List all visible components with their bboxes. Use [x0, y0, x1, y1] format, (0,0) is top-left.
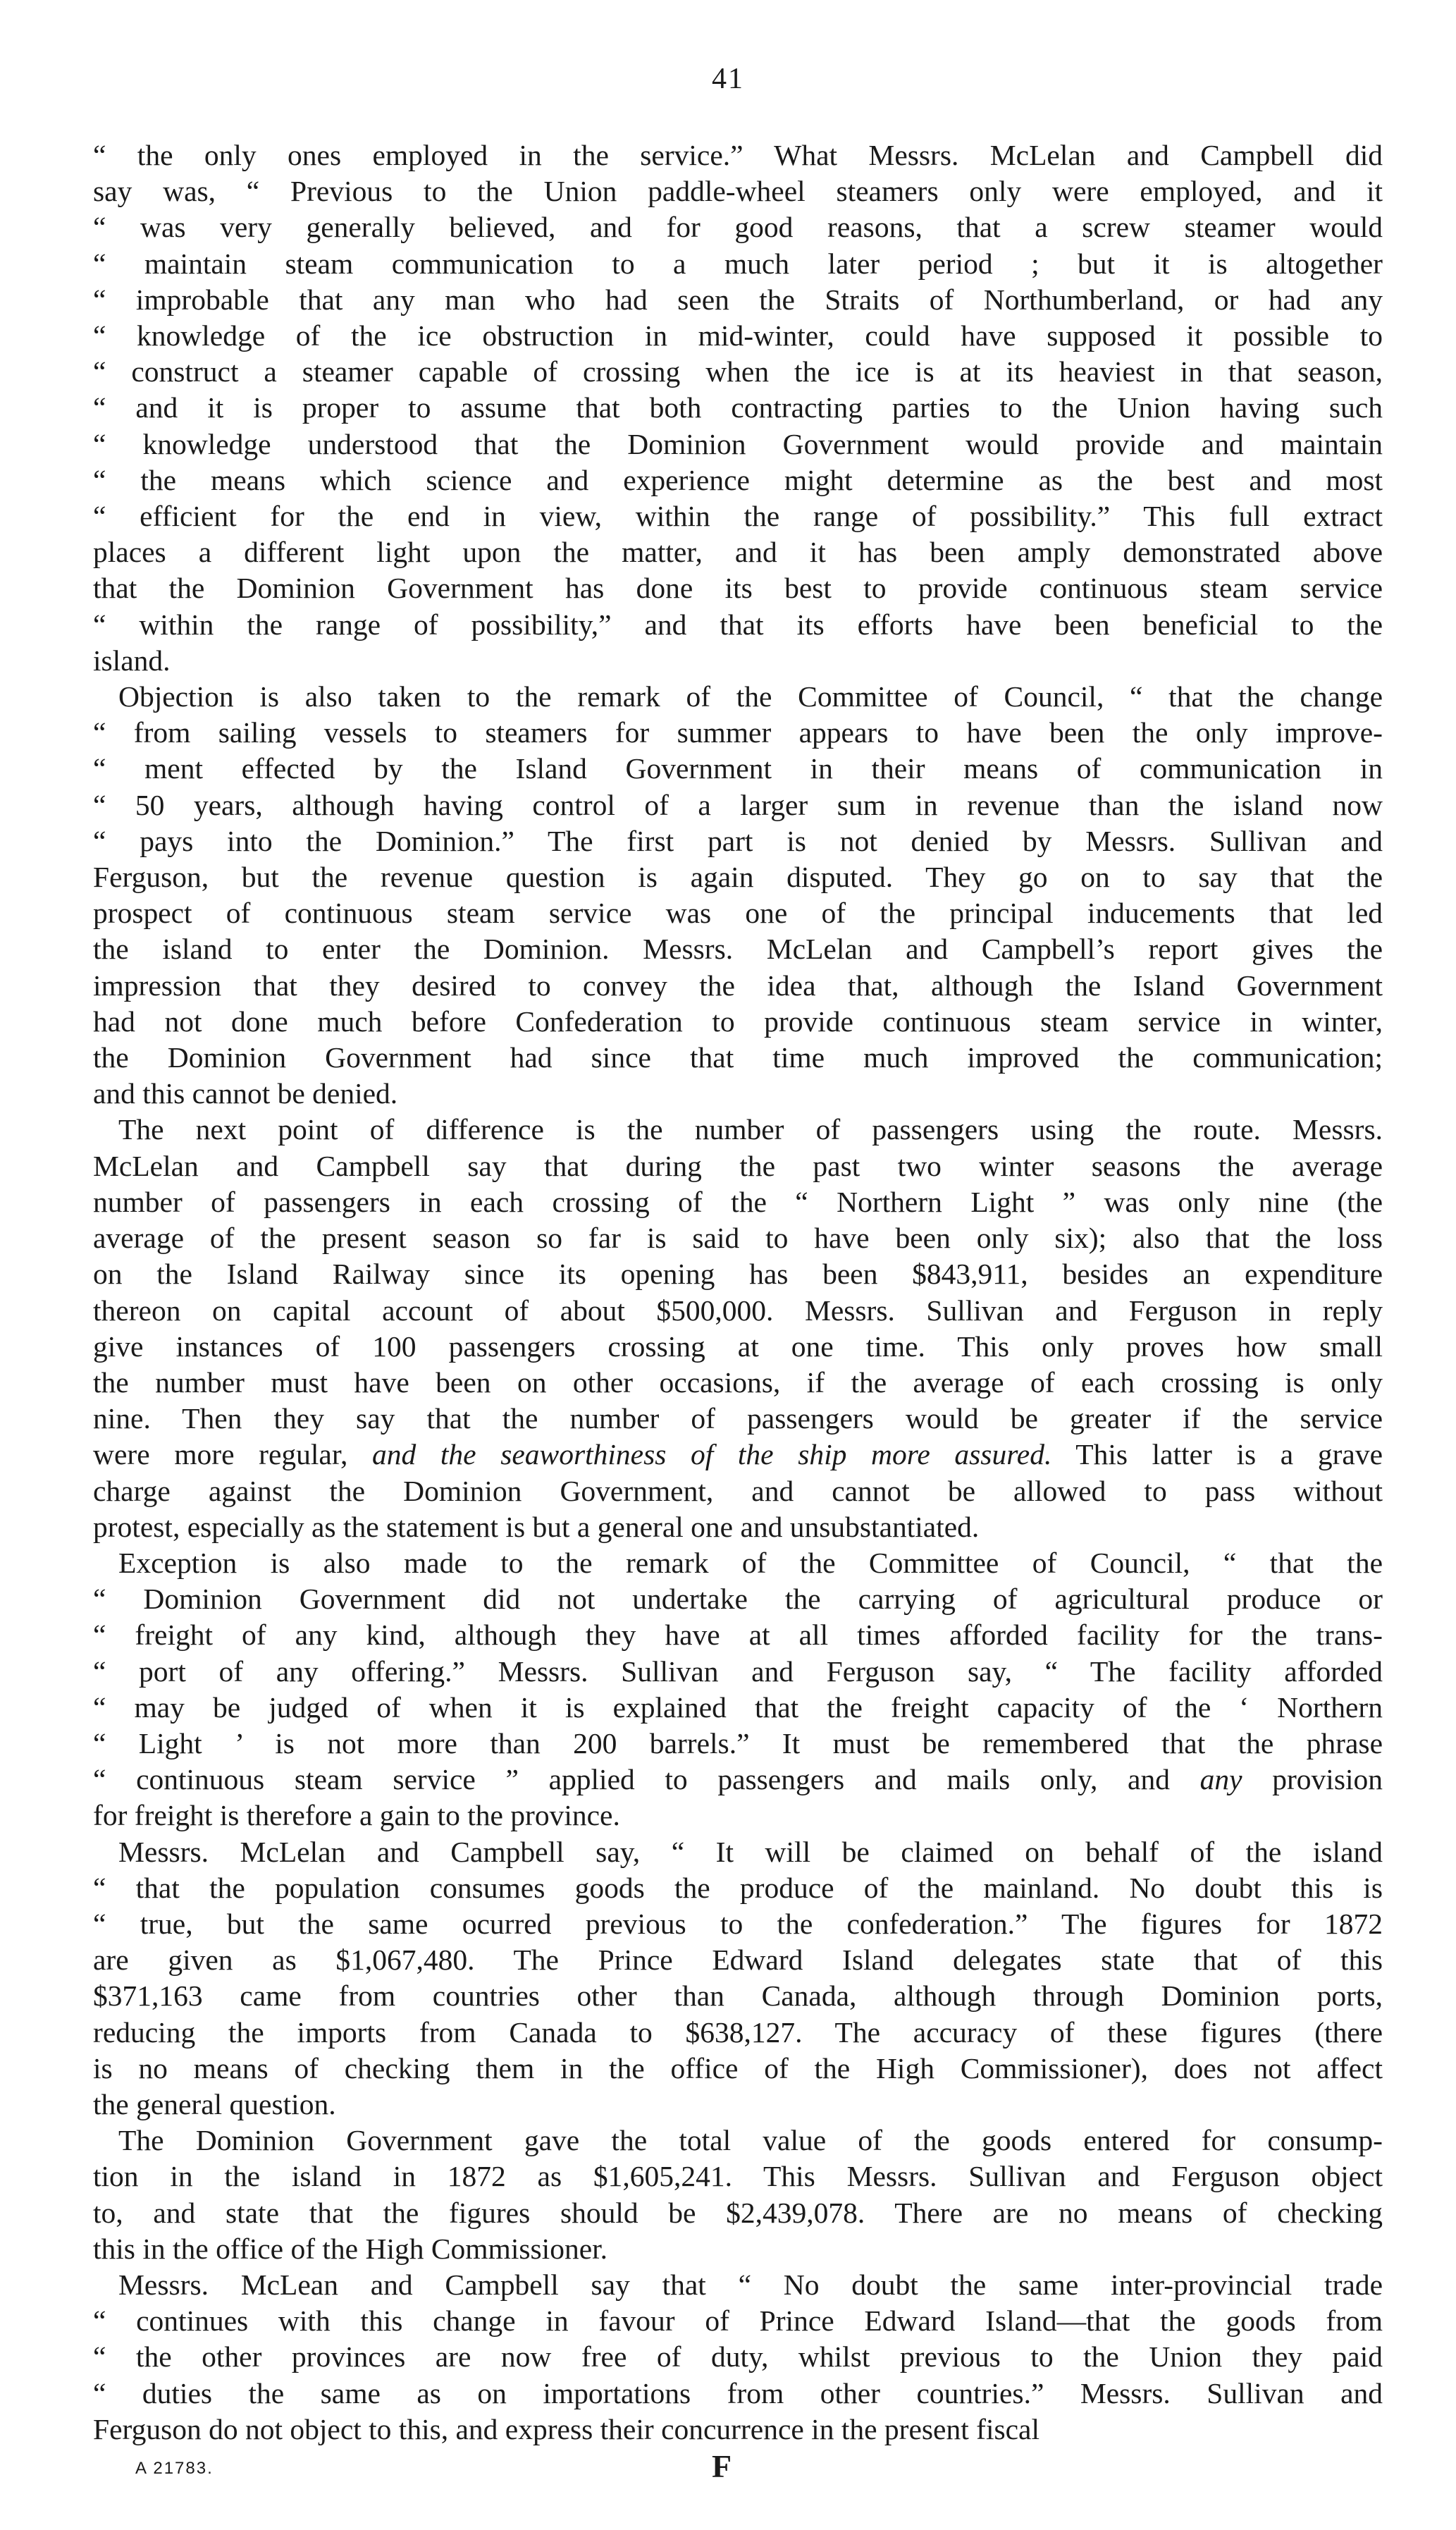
paragraph-p5 — [93, 1834, 1383, 2123]
sheet-letter: F — [712, 2448, 732, 2484]
text-line: tion in the island in 1872 as $1,605,241. This Messrs. Sullivan and Ferguson object — [93, 2160, 1383, 2193]
text-line: Objection is also taken to the remark of the Committee of Council, “ that the change — [118, 680, 1383, 713]
text-line: Ferguson do not object to this, and express their concurrence in the present fiscal — [93, 2412, 1039, 2445]
text-line: on the Island Railway since its opening has been $843,911, besides an expenditure — [93, 1258, 1383, 1291]
text-line: McLelan and Campbell say that during the past two winter seasons the average — [93, 1149, 1383, 1182]
text-line: Messrs. McLean and Campbell say that “ No doubt the same inter-provincial trade — [118, 2268, 1383, 2301]
text-line: is no means of checking them in the office of the High Commissioner), does not affect — [93, 2051, 1383, 2084]
text-line: the Dominion Government had since that time much improved the communication; — [93, 1041, 1383, 1074]
text-line: that the Dominion Government has done its best to provide continuous steam service — [93, 572, 1383, 605]
text-line: The next point of difference is the number of passengers using the route. Messrs. — [118, 1113, 1383, 1146]
text-line: “ pays into the Dominion.” The first part is not denied by Messrs. Sullivan and — [93, 824, 1383, 857]
text-line: “ within the range of possibility,” and that its efforts have been beneficial to the — [93, 608, 1383, 641]
text-line: and this cannot be denied. — [93, 1077, 398, 1110]
text-line: the island to enter the Dominion. Messrs. McLelan and Campbell’s report gives the — [93, 933, 1383, 966]
text-line: nine. Then they say that the number of passengers would be greater if the service — [93, 1402, 1383, 1435]
text-line: Ferguson, but the revenue question is again disputed. They go on to say that the — [93, 861, 1383, 894]
text-line: to, and state that the figures should be $2,439,078. There are no means of checking — [93, 2196, 1383, 2229]
text-line: protest, especially as the statement is but a general one and unsubstantiated. — [93, 1510, 980, 1543]
text-line: this in the office of the High Commissioner. — [93, 2232, 608, 2265]
paragraph-p3 — [93, 1112, 1383, 1545]
text-line: “ may be judged of when it is explained that the freight capacity of the ‘ Northern — [93, 1690, 1383, 1724]
document-body — [93, 137, 1383, 2448]
text-line: “ efficient for the end in view, within the range of possibility.” This full extract — [93, 500, 1383, 533]
text-line: prospect of continuous steam service was one of the principal inducements that led — [93, 897, 1383, 930]
text-line: “ the means which science and experience might determine as the best and most — [93, 463, 1383, 496]
paragraph-p7 — [93, 2267, 1383, 2448]
paragraph-p6 — [93, 2123, 1383, 2267]
text-line: Messrs. McLelan and Campbell say, “ It will be claimed on behalf of the island — [118, 1835, 1383, 1868]
text-line: “ freight of any kind, although they have at all times afforded facility for the trans- — [93, 1619, 1383, 1652]
text-line: thereon on capital account of about $500,000. Messrs. Sullivan and Ferguson in reply — [93, 1294, 1383, 1327]
text-line: the number must have been on other occasions, if the average of each crossing is only — [93, 1365, 1383, 1399]
text-line: “ maintain steam communication to a much later period ; but it is altogether — [93, 247, 1383, 280]
text-line: “ the other provinces are now free of duty, whilst previous to the Union they paid — [93, 2340, 1383, 2374]
text-line: “ Dominion Government did not undertake the carrying of agricultural produce or — [93, 1583, 1383, 1616]
text-line: the general question. — [93, 2087, 336, 2120]
text-line: “ knowledge of the ice obstruction in mid-winter, could have supposed it possible to — [93, 319, 1383, 352]
text-line: “ duties the same as on importations from other countries.” Messrs. Sullivan and — [93, 2376, 1383, 2409]
text-line: “ improbable that any man who had seen the Straits of Northumberland, or had any — [93, 283, 1383, 316]
text-line: $371,163 came from countries other than Canada, although through Dominion ports, — [93, 1979, 1383, 2013]
text-line: “ the only ones employed in the service.” What Messrs. McLelan and Campbell did — [93, 139, 1383, 171]
text-line: “ from sailing vessels to steamers for summer appears to have been the only improve- — [93, 716, 1383, 749]
text-line: “ continuous steam service ” applied to passengers and mails only, and any provision — [93, 1763, 1383, 1796]
text-line: Exception is also made to the remark of the Committee of Council, “ that the — [118, 1546, 1383, 1579]
text-line: “ port of any offering.” Messrs. Sullivan and Ferguson say, “ The facility afforded — [93, 1654, 1383, 1688]
text-line: impression that they desired to convey the idea that, although the Island Government — [93, 969, 1383, 1002]
text-line: reducing the imports from Canada to $638,127. The accuracy of these figures (there — [93, 2015, 1383, 2049]
paragraph-p4 — [93, 1545, 1383, 1834]
printer-signature: A 21783. — [135, 2459, 214, 2478]
page-number: 41 — [712, 63, 744, 95]
text-line: “ was very generally believed, and for good reasons, that a screw steamer would — [93, 211, 1383, 244]
text-line: “ construct a steamer capable of crossing when the ice is at its heaviest in that season, — [93, 355, 1383, 388]
text-line: The Dominion Government gave the total value of the goods entered for consump- — [118, 2124, 1383, 2157]
text-line: charge against the Dominion Government, and cannot be allowed to pass without — [93, 1474, 1383, 1507]
text-line: were more regular, and the seaworthiness of the ship more assured. This latter is a grave — [93, 1438, 1383, 1471]
text-line: number of passengers in each crossing of the “ Northern Light ” was only nine (the — [93, 1185, 1383, 1218]
text-line: “ Light ’ is not more than 200 barrels.” It must be remembered that the phrase — [93, 1726, 1383, 1760]
text-line: island. — [93, 644, 171, 677]
text-line: “ knowledge understood that the Dominion Government would provide and maintain — [93, 427, 1383, 460]
text-line: for freight is therefore a gain to the province. — [93, 1799, 620, 1832]
text-line: had not done much before Confederation to provide continuous steam service in winter, — [93, 1005, 1383, 1038]
text-line: give instances of 100 passengers crossing at one time. This only proves how small — [93, 1330, 1383, 1363]
italic-phrase: and the seaworthiness of the ship more assured. — [372, 1438, 1052, 1471]
text-line: “ and it is proper to assume that both contracting parties to the Union having such — [93, 391, 1383, 424]
text-line: “ ment effected by the Island Government in their means of communication in — [93, 752, 1383, 785]
text-line: “ 50 years, although having control of a larger sum in revenue than the island now — [93, 788, 1383, 821]
text-line: places a different light upon the matter, and it has been amply demonstrated above — [93, 536, 1383, 569]
text-line: are given as $1,067,480. The Prince Edward Island delegates state that of this — [93, 1943, 1383, 1977]
italic-word: any — [1199, 1763, 1242, 1796]
text-line: “ continues with this change in favour of Prince Edward Island—that the goods from — [93, 2304, 1383, 2338]
text-line: “ true, but the same ocurred previous to the confederation.” The figures for 1872 — [93, 1907, 1383, 1940]
text-line: say was, “ Previous to the Union paddle-wheel steamers only were employed, and it — [93, 175, 1383, 208]
paragraph-p2 — [93, 679, 1383, 1112]
paragraph-p1 — [93, 137, 1383, 679]
text-line: “ that the population consumes goods the produce of the mainland. No doubt this is — [93, 1871, 1383, 1904]
text-line: average of the present season so far is said to have been only six); also that the loss — [93, 1222, 1383, 1255]
